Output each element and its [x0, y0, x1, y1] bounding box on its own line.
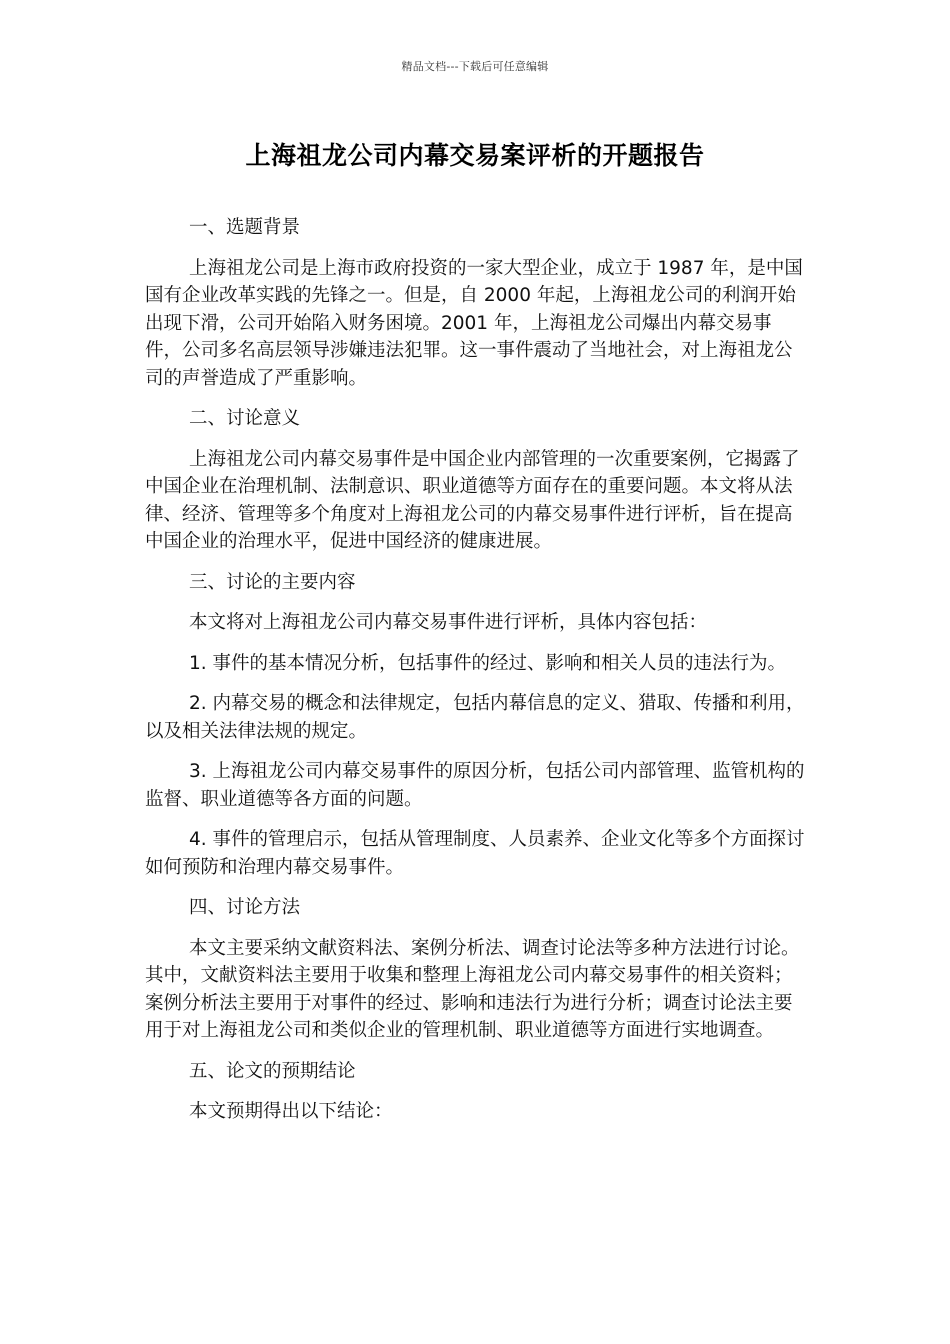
document-body: [145, 214, 807, 1139]
list-item-content-4: 4. 事件的管理启示，包括从管理制度、人员素养、企业文化等多个方面探讨如何预防和治理内幕交易事件。: [145, 829, 805, 878]
section-heading-main-content: 三、讨论的主要内容: [189, 571, 356, 593]
section-heading-significance: 二、讨论意义: [189, 408, 301, 429]
document-title: 上海祖龙公司内幕交易案评析的开题报告: [245, 141, 705, 170]
list-item-content-1: 1. 事件的基本情况分析，包括事件的经过、影响和相关人员的违法行为。: [189, 652, 787, 674]
section-heading-expected-conclusions: 五、论文的预期结论: [189, 1060, 356, 1082]
section-heading-background: 一、选题背景: [189, 217, 301, 238]
paragraph-main-content-intro: 本文将对上海祖龙公司内幕交易事件进行评析，具体内容包括：: [189, 612, 708, 633]
paragraph-background: 上海祖龙公司是上海市政府投资的一家大型企业，成立于 1987 年，是中国国有企业改革实践的先锋之一。但是，自 2000 年起，上海祖龙公司的利润开始出现下滑，公司开始陷入财务困境。2001 年，上海祖龙公司爆出内幕交易事件，公司多名高层领导涉嫌违法犯罪。这一事件震动了当地社会，对上海祖龙公司的声誉造成了严重影响。: [145, 257, 803, 389]
paragraph-methods: 本文主要采纳文献资料法、案例分析法、调查讨论法等多种方法进行讨论。其中，文献资料法主要用于收集和整理上海祖龙公司内幕交易事件的相关资料；案例分析法主要用于对事件的经过、影响和违法行为进行分析；调查讨论法主要用于对上海祖龙公司和类似企业的管理机制、职业道德等方面进行实地调查。: [145, 937, 800, 1041]
list-item-content-3: 3. 上海祖龙公司内幕交易事件的原因分析，包括公司内部管理、监管机构的监督、职业道德等各方面的问题。: [145, 761, 805, 810]
paragraph-significance: 上海祖龙公司内幕交易事件是中国企业内部管理的一次重要案例，它揭露了中国企业在治理机制、法制意识、职业道德等方面存在的重要问题。本文将从法律、经济、管理等多个角度对上海祖龙公司的内幕交易事件进行评析，旨在提高中国企业的治理水平，促进中国经济的健康进展。: [145, 448, 800, 552]
list-item-content-2: 2. 内幕交易的概念和法律规定，包括内幕信息的定义、猎取、传播和利用，以及相关法律法规的规定。: [145, 693, 805, 742]
section-heading-methods: 四、讨论方法: [189, 897, 301, 918]
paragraph-expected-conclusions: 本文预期得出以下结论：: [189, 1101, 393, 1122]
header-note: 精品文档---下载后可任意编辑: [401, 60, 549, 73]
